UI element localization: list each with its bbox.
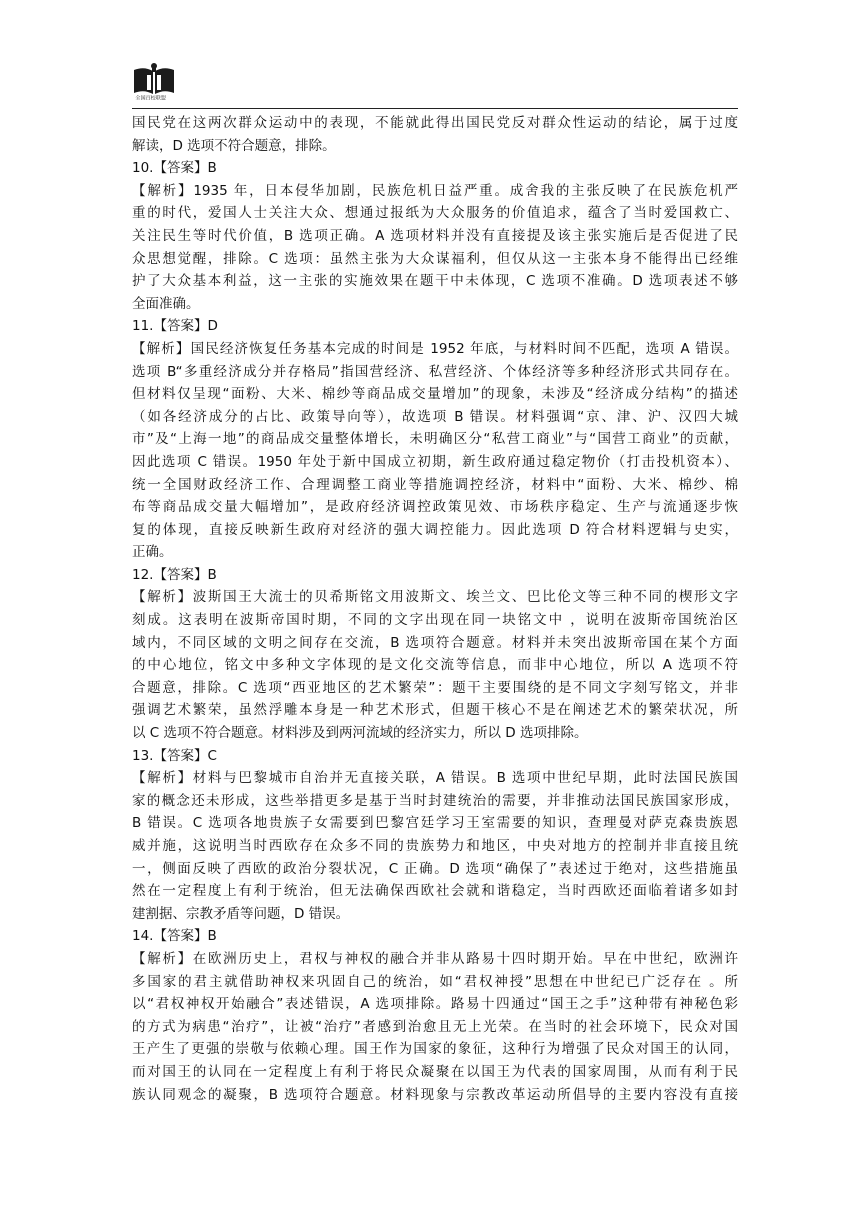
text-line: 的方式为病患“治疗”，让被“治疗”者感到治愈且无上光荣。在当时的社会环境下，民众对国 [132,1018,738,1035]
text-line: 以 C 选项不符合题意。材料涉及到两河流域的经济实力，所以 D 选项排除。 [132,725,588,742]
text-line: 王产生了更强的崇敬与依赖心理。国王作为国家的象征，这种行为增强了民众对国王的认同， [132,1041,738,1058]
text-line: 全面准确。 [132,295,200,312]
text-line: B 错误。C 选项各地贵族子女需要到巴黎宫廷学习王室需要的知识，查理曼对萨克森贵族恩 [132,815,738,832]
text-line: （如各经济成分的占比、政策导向等），故选项 B 错误。材料强调“京、津、沪、汉四大城 [132,408,738,425]
text-line: 重的时代，爱国人士关注大众、想通过报纸为大众服务的价值追求，蕴含了当时爱国救亡、 [132,205,738,222]
text-line: 关注民生等时代价值，B 选项正确。A 选项材料并没有直接提及该主张实施后是否促进了民 [132,227,738,244]
text-line: 选项 B“多重经济成分并存格局”指国营经济、私营经济、个体经济等多种经济形式共同存在。 [132,363,738,380]
text-line: 【解析】1935 年，日本侵华加剧，民族危机日益严重。成舍我的主张反映了在民族危机严 [132,182,738,199]
answer-heading-11: 11.【答案】D [132,318,218,335]
answer-explanations [132,112,738,1106]
text-line: 复的体现，直接反映新生政府对经济的强大调控能力。因此选项 D 符合材料逻辑与史实， [132,521,738,538]
text-line: 多国家的君主就借助神权来巩固自己的统治，如“君权神授”思想在中世纪已广泛存在 。所 [132,973,738,990]
text-line: 国民党在这两次群众运动中的表现，不能就此得出国民党反对群众性运动的结论，属于过度 [132,115,738,131]
text-line: 刻成。这表明在波斯帝国时期，不同的文字出现在同一块铭文中 ，说明在波斯帝国统治区 [132,612,738,629]
text-line: 以“君权神权开始融合”表述错误，A 选项排除。路易十四通过“国王之手”这种带有神秘色彩 [132,996,738,1013]
text-line: 家的概念还未形成，这些举措更多是基于当时封建统治的需要，并非推动法国民族国家形成， [132,792,738,809]
text-line: 一，侧面反映了西欧的政治分裂状况，C 正确。D 选项“确保了”表述过于绝对，这些措施虽 [132,860,738,877]
text-line: 然在一定程度上有利于统治，但无法确保西欧社会就和谐稳定，当时西欧还面临着诸多如封 [132,883,738,900]
text-line: 解读，D 选项不符合题意，排除。 [132,137,336,154]
text-line: 域内，不同区域的文明之间存在交流，B 选项符合题意。材料并未突出波斯帝国在某个方面 [132,634,738,651]
text-line: 威并施，这说明当时西欧存在众多不同的贵族势力和地区，中央对地方的控制并非直接且统 [132,838,738,854]
text-line: 合题意，排除。C 选项“西亚地区的艺术繁荣”：题干主要围绕的是不同文字刻写铭文，并非 [132,679,738,696]
text-line: 正确。 [132,544,173,561]
text-line: 众思想觉醒，排除。C 选项：虽然主张为大众谋福利，但仅从这一主张本身不能得出已经维 [132,250,738,267]
text-line: 【解析】在欧洲历史上，君权与神权的融合并非从路易十四时期开始。早在中世纪，欧洲许 [132,950,738,967]
text-line: 市”及“上海一地”的商品成交量整体增长，未明确区分“私营工商业”与“国营工商业”的贡献， [132,431,738,448]
text-line: 建割据、宗教矛盾等问题，D 错误。 [132,905,350,922]
answer-heading-10: 10.【答案】B [132,160,217,177]
text-line: 但材料仅呈现“面粉、大米、棉纱等商品成交量增加”的现象，未涉及“经济成分结构”的描述 [132,386,738,403]
text-line: 护了大众基本利益，这一主张的实施效果在题干中未体现，C 选项不准确。D 选项表述不够 [132,273,738,290]
text-line: 【解析】波斯国王大流士的贝希斯铭文用波斯文、埃兰文、巴比伦文等三种不同的楔形文字 [132,589,738,606]
answer-heading-14: 14.【答案】B [132,928,217,945]
answer-heading-13: 13.【答案】C [132,747,217,764]
text-line: 而对国王的认同在一定程度上有利于将民众凝聚在以国王为代表的国家周围，从而有利于民 [132,1063,738,1080]
answer-heading-12: 12.【答案】B [132,566,217,583]
text-line: 统一全国财政经济工作、合理调整工商业等措施调控经济，材料中“面粉、大米、棉纱、棉 [132,476,738,493]
text-line: 【解析】材料与巴黎城市自治并无直接关联，A 错误。B 选项中世纪早期，此时法国民族国 [132,770,738,787]
text-line: 的中心地位，铭文中多种文字体现的是文化交流等信息，而非中心地位，所以 A 选项不符 [132,657,738,674]
text-line: 族认同观念的凝聚，B 选项符合题意。材料现象与宗教改革运动所倡导的主要内容没有直接 [132,1086,738,1103]
text-line: 因此选项 C 错误。1950 年处于新中国成立初期，新生政府通过稳定物价（打击投机资本）、 [132,453,738,470]
text-line: 【解析】国民经济恢复任务基本完成的时间是 1952 年底，与材料时间不匹配，选项 A 错误。 [132,340,738,357]
text-line: 强调艺术繁荣，虽然浮雕本身是一种艺术形式，但题干核心不是在阐述艺术的繁荣状况，所 [132,702,738,719]
text-line: 布等商品成交量大幅增加”，是政府经济调控政策见效、市场秩序稳定、生产与流通逐步恢 [132,499,738,516]
page-header [132,62,738,109]
logo-text: 全国百校联盟 [135,95,166,101]
book-logo-icon [132,62,176,106]
